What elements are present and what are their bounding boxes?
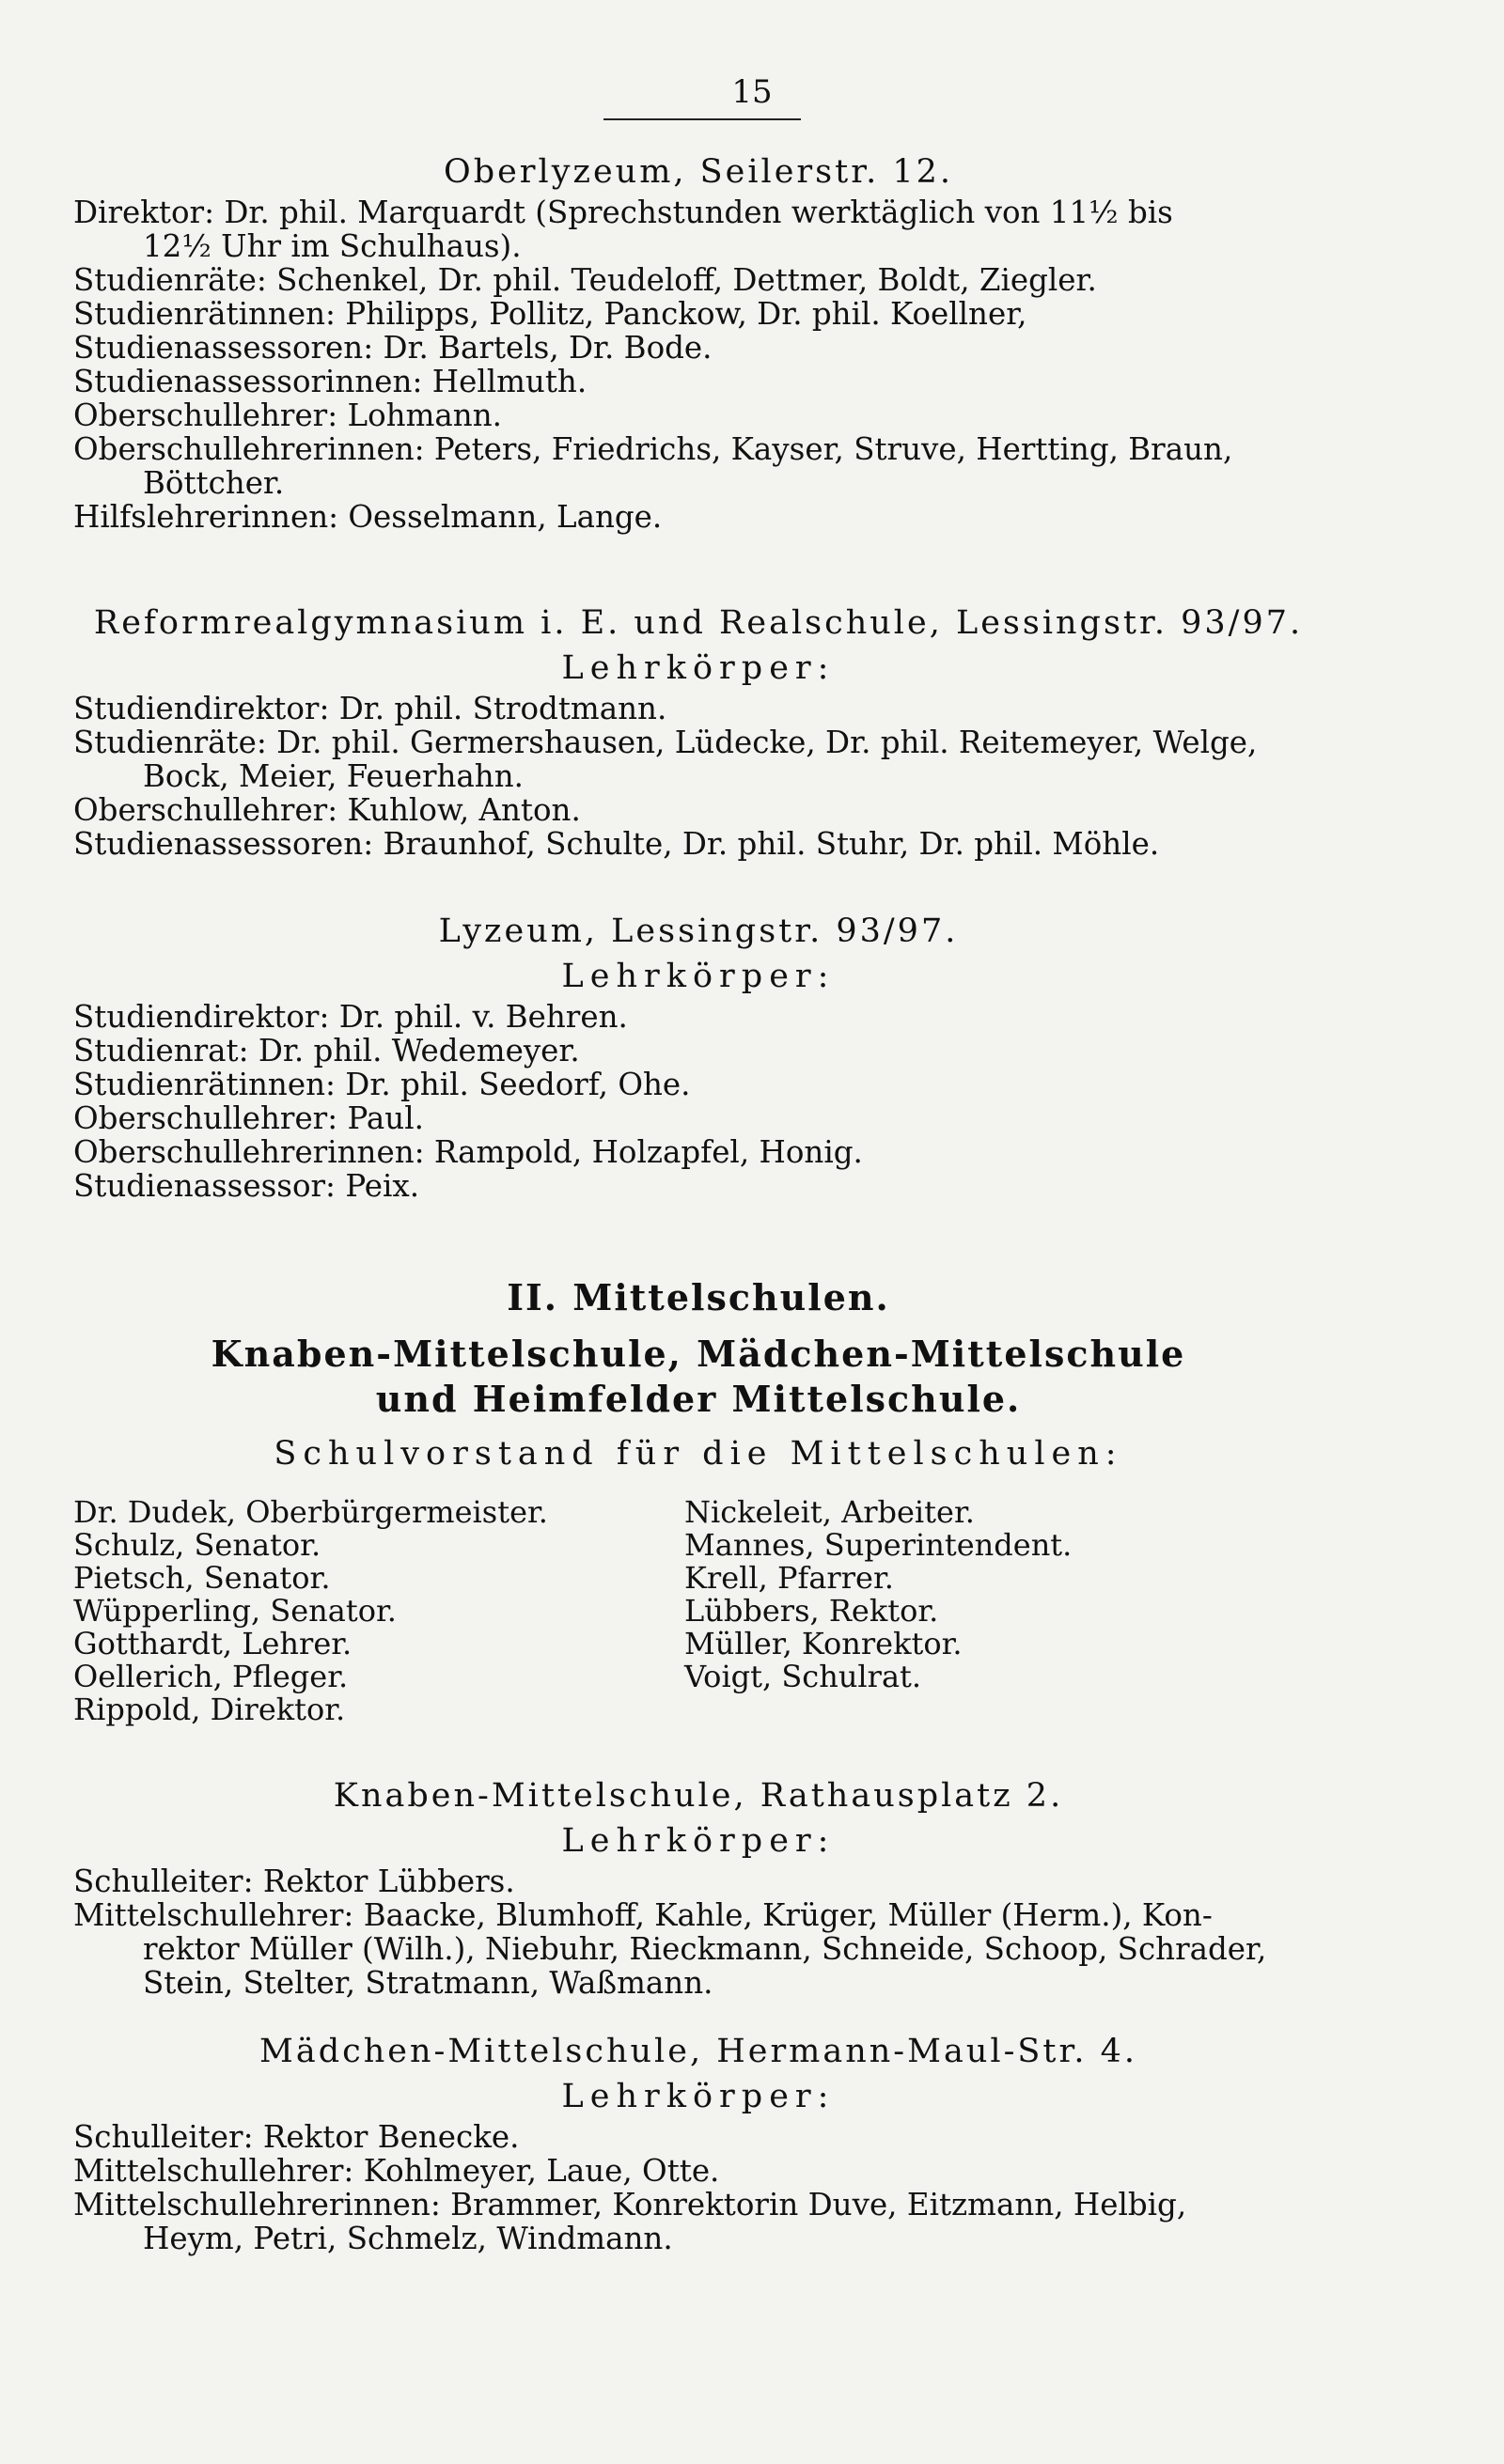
- list-item: Nickeleit, Arbeiter.: [684, 1494, 975, 1530]
- text-line: Studienassessoren: Dr. Bartels, Dr. Bode.: [73, 330, 713, 366]
- text-line: 12½ Uhr im Schulhaus).: [143, 228, 522, 264]
- section-subheading: Lehrkörper:: [561, 2078, 836, 2115]
- list-item: Gotthardt, Lehrer.: [73, 1626, 352, 1661]
- chapter-title-line: Knaben-Mittelschule, Mädchen-Mittelschule: [211, 1333, 1186, 1375]
- text-line: Studienräte: Dr. phil. Germershausen, Lüdecke, Dr. phil. Reitemeyer, Welge,: [73, 725, 1258, 760]
- text-line: Stein, Stelter, Stratmann, Waßmann.: [143, 1965, 713, 2001]
- section-heading: Oberlyzeum, Seilerstr. 12.: [444, 153, 953, 191]
- chapter-heading: II. Mittelschulen.: [507, 1276, 890, 1318]
- list-item: Schulz, Senator.: [73, 1527, 321, 1563]
- section-subheading: Lehrkörper:: [561, 958, 836, 995]
- text-line: Studienräte: Schenkel, Dr. phil. Teudeloff, Dettmer, Boldt, Ziegler.: [73, 262, 1097, 298]
- list-item: Rippold, Direktor.: [73, 1692, 346, 1727]
- text-line: rektor Müller (Wilh.), Niebuhr, Rieckmann, Schneide, Schoop, Schrader,: [143, 1931, 1267, 1967]
- text-line: Mittelschullehrerinnen: Brammer, Konrektorin Duve, Eitzmann, Helbig,: [73, 2187, 1187, 2222]
- text-line: Hilfslehrerinnen: Oesselmann, Lange.: [73, 499, 663, 535]
- list-item: Krell, Pfarrer.: [684, 1560, 894, 1596]
- section-heading: Mädchen-Mittelschule, Hermann-Maul-Str. 4.: [259, 2033, 1137, 2070]
- text-line: Studienrätinnen: Dr. phil. Seedorf, Ohe.: [73, 1067, 691, 1102]
- section-subheading: Lehrkörper:: [561, 1822, 836, 1860]
- page-number: 15: [731, 73, 773, 111]
- text-line: Studienrat: Dr. phil. Wedemeyer.: [73, 1033, 580, 1068]
- text-line: Studienassessoren: Braunhof, Schulte, Dr. phil. Stuhr, Dr. phil. Möhle.: [73, 826, 1160, 862]
- section-oberlyzeum: [73, 150, 1324, 534]
- text-line: Oberschullehrer: Lohmann.: [73, 398, 502, 433]
- page-number-rule: [603, 118, 801, 120]
- text-line: Mittelschullehrer: Baacke, Blumhoff, Kahle, Krüger, Müller (Herm.), Kon-: [73, 1897, 1213, 1933]
- section-mittelschulen: [73, 1276, 1324, 1477]
- list-item: Mannes, Superintendent.: [684, 1527, 1073, 1563]
- vorstand-right-column: [684, 1496, 1267, 1726]
- section-lyzeum: [73, 910, 1324, 1203]
- list-item: Dr. Dudek, Oberbürgermeister.: [73, 1494, 548, 1530]
- text-line: Studiendirektor: Dr. phil. v. Behren.: [73, 999, 628, 1035]
- text-line: Studienassessorinnen: Hellmuth.: [73, 364, 588, 399]
- vorstand-list: [73, 1496, 1324, 1726]
- text-line: Studienassessor: Peix.: [73, 1168, 420, 1204]
- section-heading: Reformrealgymnasium i. E. und Realschule, Lessingstr. 93/97.: [93, 604, 1304, 642]
- section-reformrealgymnasium: [73, 601, 1324, 861]
- section-heading: Lyzeum, Lessingstr. 93/97.: [438, 912, 959, 950]
- list-item: Wüpperling, Senator.: [73, 1593, 397, 1629]
- list-item: Lübbers, Rektor.: [684, 1593, 939, 1629]
- list-item: Voigt, Schulrat.: [684, 1659, 922, 1694]
- text-line: Studiendirektor: Dr. phil. Strodtmann.: [73, 691, 667, 726]
- text-line: Direktor: Dr. phil. Marquardt (Sprechstunden werktäglich von 11½ bis: [73, 195, 1173, 230]
- text-line: Heym, Petri, Schmelz, Windmann.: [143, 2221, 673, 2256]
- section-maedchen-mittelschule: [73, 2030, 1324, 2255]
- text-line: Oberschullehrerinnen: Rampold, Holzapfel, Honig.: [73, 1134, 863, 1170]
- text-line: Schulleiter: Rektor Lübbers.: [73, 1864, 515, 1899]
- section-knaben-mittelschule: [73, 1774, 1324, 2000]
- text-line: Mittelschullehrer: Kohlmeyer, Laue, Otte.: [73, 2153, 720, 2189]
- text-line: Oberschullehrer: Paul.: [73, 1100, 424, 1136]
- text-line: Oberschullehrerinnen: Peters, Friedrichs, Kayser, Struve, Hertting, Braun,: [73, 431, 1233, 467]
- text-line: Schulleiter: Rektor Benecke.: [73, 2119, 520, 2155]
- section-subheading: Lehrkörper:: [561, 649, 836, 687]
- chapter-title-line: und Heimfelder Mittelschule.: [375, 1378, 1022, 1420]
- section-heading: Knaben-Mittelschule, Rathausplatz 2.: [333, 1777, 1064, 1815]
- list-item: Oellerich, Pfleger.: [73, 1659, 349, 1694]
- text-line: Studienrätinnen: Philipps, Pollitz, Panckow, Dr. phil. Koellner,: [73, 296, 1027, 332]
- list-item: Müller, Konrektor.: [684, 1626, 963, 1661]
- text-line: Oberschullehrer: Kuhlow, Anton.: [73, 792, 581, 828]
- text-line: Böttcher.: [143, 465, 285, 501]
- vorstand-left-column: [73, 1496, 684, 1726]
- list-item: Pietsch, Senator.: [73, 1560, 331, 1596]
- text-line: Bock, Meier, Feuerhahn.: [143, 758, 524, 794]
- vorstand-heading: Schulvorstand für die Mittelschulen:: [274, 1435, 1123, 1473]
